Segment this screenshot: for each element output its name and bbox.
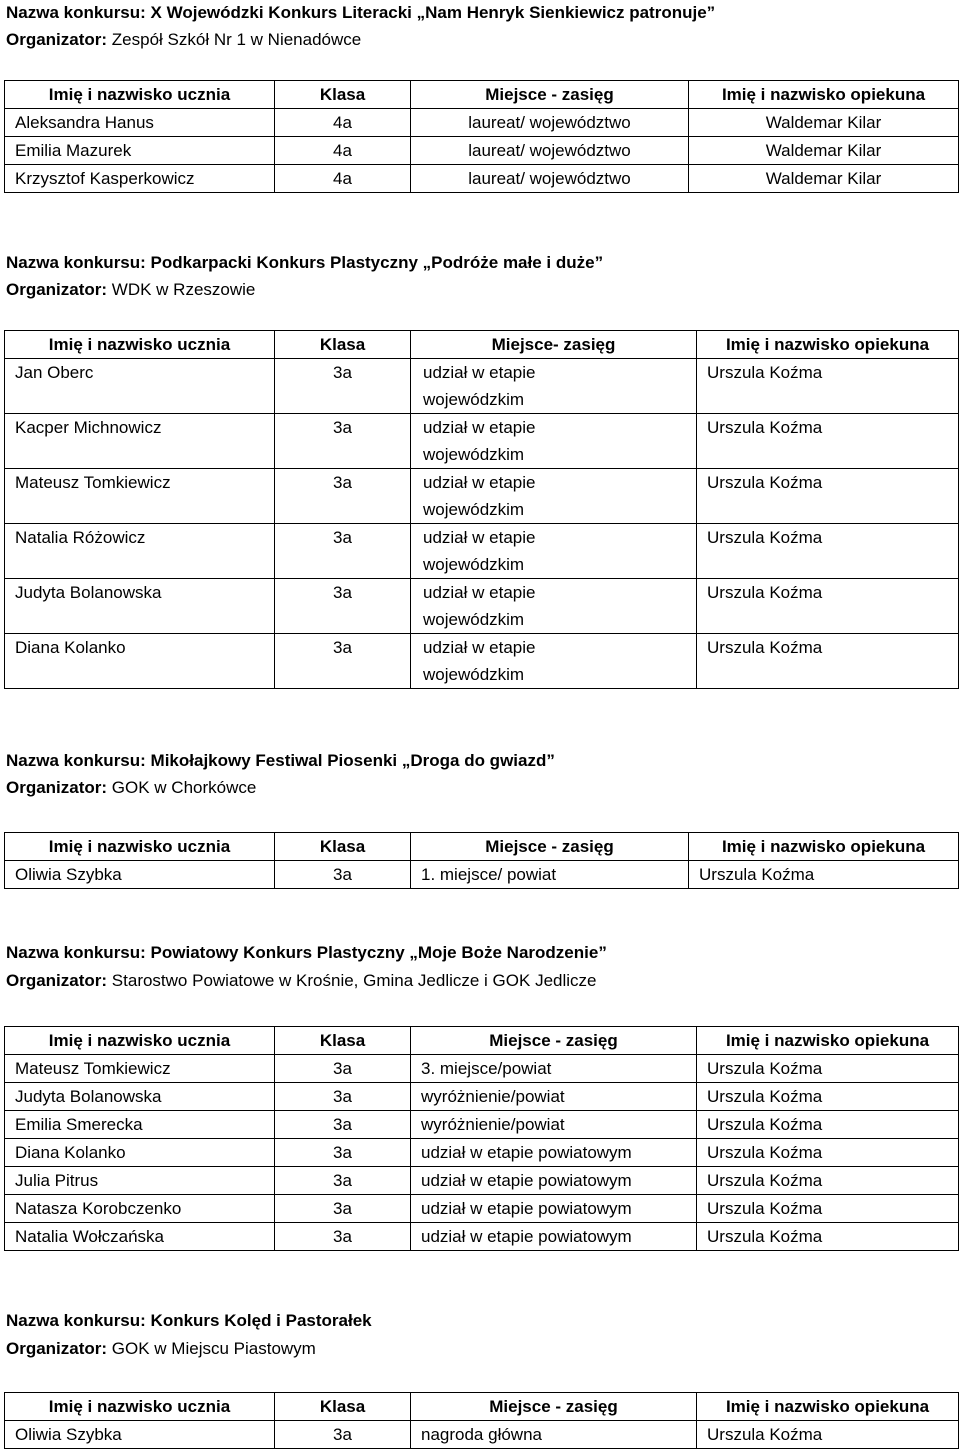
cell-student: Diana Kolanko <box>5 1139 275 1167</box>
organizer-text: Starostwo Powiatowe w Krośnie, Gmina Jedlicze i GOK Jedlicze <box>111 971 597 990</box>
cell-class: 3a <box>275 1195 411 1223</box>
cell-class: 4a <box>275 165 411 193</box>
cell-student: Emilia Mazurek <box>5 137 275 165</box>
cell-student: Judyta Bolanowska <box>5 579 275 634</box>
header-teacher: Imię i nazwisko opiekuna <box>697 1027 959 1055</box>
cell-student: Oliwia Szybka <box>5 861 275 889</box>
cell-student: Mateusz Tomkiewicz <box>5 469 275 524</box>
cell-class: 3a <box>275 414 411 469</box>
cell-place: udział w etapie powiatowym <box>411 1167 697 1195</box>
header-student: Imię i nazwisko ucznia <box>5 331 275 359</box>
table-row <box>5 1223 959 1251</box>
table-header-row <box>5 833 959 861</box>
cell-class: 4a <box>275 109 411 137</box>
cell-place: udział w etapie wojewódzkim <box>411 414 697 469</box>
cell-place: udział w etapie powiatowym <box>411 1195 697 1223</box>
header-student: Imię i nazwisko ucznia <box>5 81 275 109</box>
title-text: Konkurs Kolęd i Pastorałek <box>150 1311 372 1330</box>
cell-teacher: Urszula Koźma <box>697 524 959 579</box>
label-name: Nazwa konkursu: <box>6 1311 146 1330</box>
cell-place: udział w etapie powiatowym <box>411 1139 697 1167</box>
cell-class: 3a <box>275 1421 411 1449</box>
title-text: X Wojewódzki Konkurs Literacki „Nam Henryk Sienkiewicz patronuje” <box>150 3 716 22</box>
header-class: Klasa <box>275 833 411 861</box>
organizer-text: GOK w Miejscu Piastowym <box>111 1339 316 1358</box>
table-row <box>5 524 959 579</box>
cell-place: udział w etapie wojewódzkim <box>411 524 697 579</box>
header-class: Klasa <box>275 1393 411 1421</box>
cell-student: Jan Oberc <box>5 359 275 414</box>
header-place: Miejsce - zasięg <box>411 1393 697 1421</box>
cell-student: Krzysztof Kasperkowicz <box>5 165 275 193</box>
cell-student: Emilia Smerecka <box>5 1111 275 1139</box>
cell-teacher: Urszula Koźma <box>697 414 959 469</box>
cell-place: 3. miejsce/powiat <box>411 1055 697 1083</box>
table-header-row <box>5 331 959 359</box>
cell-place: udział w etapie powiatowym <box>411 1223 697 1251</box>
table-row <box>5 1111 959 1139</box>
cell-teacher: Urszula Koźma <box>697 359 959 414</box>
header-student: Imię i nazwisko ucznia <box>5 1393 275 1421</box>
cell-place: wyróżnienie/powiat <box>411 1111 697 1139</box>
cell-teacher: Urszula Koźma <box>697 1167 959 1195</box>
cell-student: Judyta Bolanowska <box>5 1083 275 1111</box>
table-row <box>5 469 959 524</box>
cell-teacher: Urszula Koźma <box>697 634 959 689</box>
cell-place: nagroda główna <box>411 1421 697 1449</box>
table-row <box>5 1167 959 1195</box>
cell-teacher: Urszula Koźma <box>697 1055 959 1083</box>
cell-student: Julia Pitrus <box>5 1167 275 1195</box>
table-row <box>5 1055 959 1083</box>
results-table <box>4 80 959 193</box>
header-teacher: Imię i nazwisko opiekuna <box>689 81 959 109</box>
header-place: Miejsce - zasięg <box>411 81 689 109</box>
header-teacher: Imię i nazwisko opiekuna <box>697 331 959 359</box>
cell-place: wyróżnienie/powiat <box>411 1083 697 1111</box>
cell-student: Aleksandra Hanus <box>5 109 275 137</box>
cell-teacher: Urszula Koźma <box>697 1223 959 1251</box>
cell-place: udział w etapie wojewódzkim <box>411 634 697 689</box>
label-name: Nazwa konkursu: <box>6 253 146 272</box>
table-row <box>5 861 959 889</box>
results-table <box>4 330 959 689</box>
table-row <box>5 414 959 469</box>
competition-title <box>6 3 715 23</box>
cell-student: Diana Kolanko <box>5 634 275 689</box>
title-text: Powiatowy Konkurs Plastyczny „Moje Boże Narodzenie” <box>150 943 607 962</box>
organizer-text: Zespół Szkół Nr 1 w Nienadówce <box>111 30 362 49</box>
table-row <box>5 634 959 689</box>
cell-place: udział w etapie wojewódzkim <box>411 579 697 634</box>
table-row <box>5 1139 959 1167</box>
cell-teacher: Urszula Koźma <box>697 1111 959 1139</box>
cell-teacher: Urszula Koźma <box>697 1083 959 1111</box>
cell-teacher: Urszula Koźma <box>697 1139 959 1167</box>
cell-student: Natalia Wołczańska <box>5 1223 275 1251</box>
cell-class: 3a <box>275 634 411 689</box>
header-class: Klasa <box>275 1027 411 1055</box>
cell-class: 3a <box>275 1055 411 1083</box>
cell-class: 3a <box>275 1139 411 1167</box>
results-table <box>4 1392 959 1449</box>
cell-place: udział w etapie wojewódzkim <box>411 469 697 524</box>
table-row <box>5 1421 959 1449</box>
cell-teacher: Waldemar Kilar <box>689 137 959 165</box>
cell-student: Kacper Michnowicz <box>5 414 275 469</box>
label-org: Organizator: <box>6 30 108 49</box>
header-teacher: Imię i nazwisko opiekuna <box>697 1393 959 1421</box>
cell-place: laureat/ województwo <box>411 165 689 193</box>
table-header-row <box>5 1027 959 1055</box>
table-row <box>5 1195 959 1223</box>
competition-title <box>6 253 603 273</box>
cell-teacher: Urszula Koźma <box>697 469 959 524</box>
competition-title <box>6 1311 372 1331</box>
cell-class: 3a <box>275 1167 411 1195</box>
table-header-row <box>5 81 959 109</box>
header-student: Imię i nazwisko ucznia <box>5 833 275 861</box>
cell-student: Oliwia Szybka <box>5 1421 275 1449</box>
organizer-text: WDK w Rzeszowie <box>111 280 256 299</box>
cell-class: 3a <box>275 861 411 889</box>
cell-teacher: Urszula Koźma <box>689 861 959 889</box>
cell-class: 3a <box>275 1083 411 1111</box>
competition-title <box>6 943 607 963</box>
cell-place: udział w etapie wojewódzkim <box>411 359 697 414</box>
results-table <box>4 832 959 889</box>
organizer-line <box>6 1339 316 1359</box>
label-org: Organizator: <box>6 1339 108 1358</box>
organizer-line <box>6 280 255 300</box>
competition-title <box>6 751 555 771</box>
organizer-text: GOK w Chorkówce <box>111 778 257 797</box>
cell-class: 3a <box>275 1223 411 1251</box>
results-table <box>4 1026 959 1251</box>
cell-teacher: Urszula Koźma <box>697 1195 959 1223</box>
cell-student: Mateusz Tomkiewicz <box>5 1055 275 1083</box>
header-class: Klasa <box>275 81 411 109</box>
title-text: Mikołajkowy Festiwal Piosenki „Droga do gwiazd” <box>150 751 555 770</box>
label-org: Organizator: <box>6 280 108 299</box>
cell-place: 1. miejsce/ powiat <box>411 861 689 889</box>
organizer-line <box>6 30 361 50</box>
cell-class: 3a <box>275 469 411 524</box>
header-student: Imię i nazwisko ucznia <box>5 1027 275 1055</box>
label-name: Nazwa konkursu: <box>6 943 146 962</box>
table-header-row <box>5 1393 959 1421</box>
table-row <box>5 137 959 165</box>
cell-teacher: Urszula Koźma <box>697 1421 959 1449</box>
table-row <box>5 109 959 137</box>
cell-place: laureat/ województwo <box>411 109 689 137</box>
header-class: Klasa <box>275 331 411 359</box>
table-row <box>5 359 959 414</box>
title-text: Podkarpacki Konkurs Plastyczny „Podróże małe i duże” <box>150 253 604 272</box>
cell-teacher: Waldemar Kilar <box>689 109 959 137</box>
header-place: Miejsce - zasięg <box>411 833 689 861</box>
label-name: Nazwa konkursu: <box>6 751 146 770</box>
header-place: Miejsce - zasięg <box>411 1027 697 1055</box>
cell-class: 3a <box>275 579 411 634</box>
table-row <box>5 165 959 193</box>
cell-teacher: Urszula Koźma <box>697 579 959 634</box>
cell-class: 3a <box>275 524 411 579</box>
label-name: Nazwa konkursu: <box>6 3 146 22</box>
cell-student: Natasza Korobczenko <box>5 1195 275 1223</box>
cell-class: 3a <box>275 1111 411 1139</box>
organizer-line <box>6 971 597 991</box>
organizer-line <box>6 778 256 798</box>
cell-class: 4a <box>275 137 411 165</box>
header-teacher: Imię i nazwisko opiekuna <box>689 833 959 861</box>
table-row <box>5 579 959 634</box>
label-org: Organizator: <box>6 971 108 990</box>
label-org: Organizator: <box>6 778 108 797</box>
header-place: Miejsce- zasięg <box>411 331 697 359</box>
cell-class: 3a <box>275 359 411 414</box>
cell-teacher: Waldemar Kilar <box>689 165 959 193</box>
cell-student: Natalia Różowicz <box>5 524 275 579</box>
table-row <box>5 1083 959 1111</box>
cell-place: laureat/ województwo <box>411 137 689 165</box>
